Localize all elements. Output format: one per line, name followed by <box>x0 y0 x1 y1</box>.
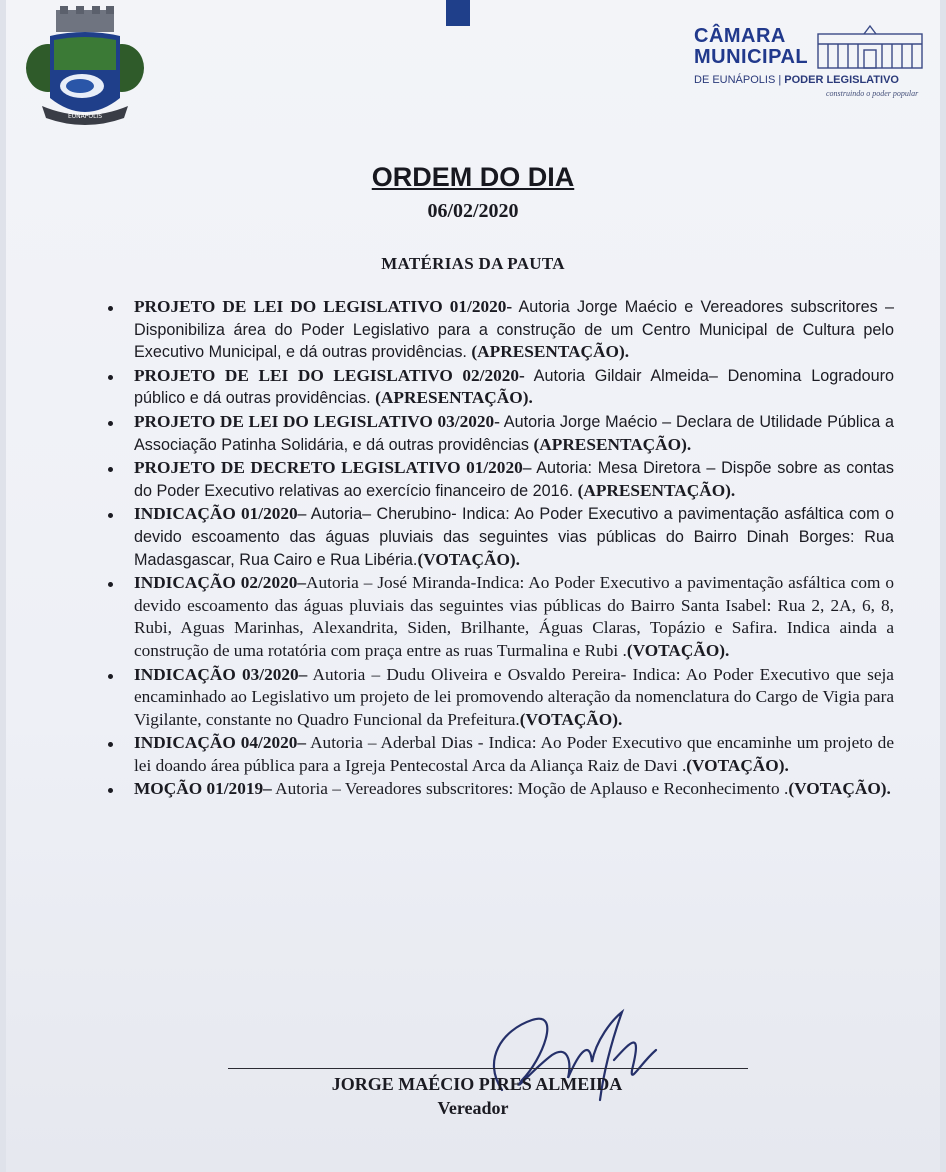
document-page <box>6 0 940 1172</box>
logo-subtitle: DE EUNÁPOLIS | PODER LEGISLATIVO <box>694 74 899 86</box>
signer-role: Vereador <box>437 1098 509 1118</box>
agenda-item: PROJETO DE DECRETO LEGISLATIVO 01/2020– Autoria: Mesa Diretora – Dispõe sobre as contas do Poder Executivo relativas ao exercício financeiro de 2016. (APRESENTAÇÃO). <box>134 457 894 502</box>
signer-name: JORGE MAÉCIO PIRES ALMEIDA <box>331 1074 623 1094</box>
agenda-item: PROJETO DE LEI DO LEGISLATIVO 03/2020- Autoria Jorge Maécio – Declara de Utilidade Pública a Associação Patinha Solidária, e dá outras providências (APRESENTAÇÃO). <box>134 411 894 456</box>
municipal-seal-icon <box>20 6 150 134</box>
blue-tab-mark <box>446 0 470 26</box>
section-title: MATÉRIAS DA PAUTA <box>381 254 565 273</box>
agenda-item: INDICAÇÃO 02/2020–Autoria – José Miranda-Indica: Ao Poder Executivo a pavimentação asfáltica com o devido escoamento das águas pluviais das seguintes vias públicas do Bairro Santa Isabel: Rua 2, 2A, 6, 8, Rubi, Aguas Marinhas, Alexandrita, Siden, Brilhante, Águas Claras, Topázio e Safira. Indica ainda a construção de uma rotatória com praça entre as ruas Turmalina e Rubi .(VOTAÇÃO). <box>134 572 894 662</box>
agenda-item: INDICAÇÃO 03/2020– Autoria – Dudu Oliveira e Osvaldo Pereira- Indica: Ao Poder Executivo que seja encaminhado ao Legislativo um projeto de lei promovendo alteração da nomenclatura do Cargo de Vigia para Vigilante, constante no Quadro Funcional da Prefeitura.(VOTAÇÃO). <box>134 664 894 732</box>
agenda-item: MOÇÃO 01/2019– Autoria – Vereadores subscritores: Moção de Aplauso e Reconhecimento .(VOTAÇÃO). <box>134 778 894 801</box>
agenda-item: INDICAÇÃO 01/2020– Autoria– Cherubino- Indica: Ao Poder Executivo a pavimentação asfáltica com o devido escoamento das águas pluviais das seguintes vias públicas do Bairro Dinah Borges: Rua Madasgascar, Rua Cairo e Rua Libéria.(VOTAÇÃO). <box>134 503 894 571</box>
logo-slogan: construindo o poder popular <box>826 89 919 98</box>
agenda-item: PROJETO DE LEI DO LEGISLATIVO 01/2020- Autoria Jorge Maécio e Vereadores subscritores – Disponibiliza área do Poder Legislativo para a construção de um Centro Municipal de Cultura pelo Executivo Municipal, e dá outras providências. (APRESENTAÇÃO). <box>134 296 894 364</box>
camara-municipal-logo <box>694 24 926 106</box>
agenda-item: PROJETO DE LEI DO LEGISLATIVO 02/2020- Autoria Gildair Almeida– Denomina Logradouro público e dá outras providências. (APRESENTAÇÃO). <box>134 365 894 410</box>
building-icon <box>814 24 926 70</box>
document-date: 06/02/2020 <box>427 200 519 222</box>
svg-text:EUNÁPOLIS: EUNÁPOLIS <box>67 113 103 120</box>
signature-line <box>228 1068 748 1069</box>
document-title: ORDEM DO DIA <box>371 162 575 192</box>
agenda-item: INDICAÇÃO 04/2020– Autoria – Aderbal Dias - Indica: Ao Poder Executivo que encaminhe um projeto de lei doando área pública para a Igreja Pentecostal Arca da Aliança Raiz de Davi .(VOTAÇÃO). <box>134 732 894 777</box>
agenda-list <box>134 296 894 802</box>
logo-title: CÂMARA MUNICIPAL <box>694 25 809 68</box>
